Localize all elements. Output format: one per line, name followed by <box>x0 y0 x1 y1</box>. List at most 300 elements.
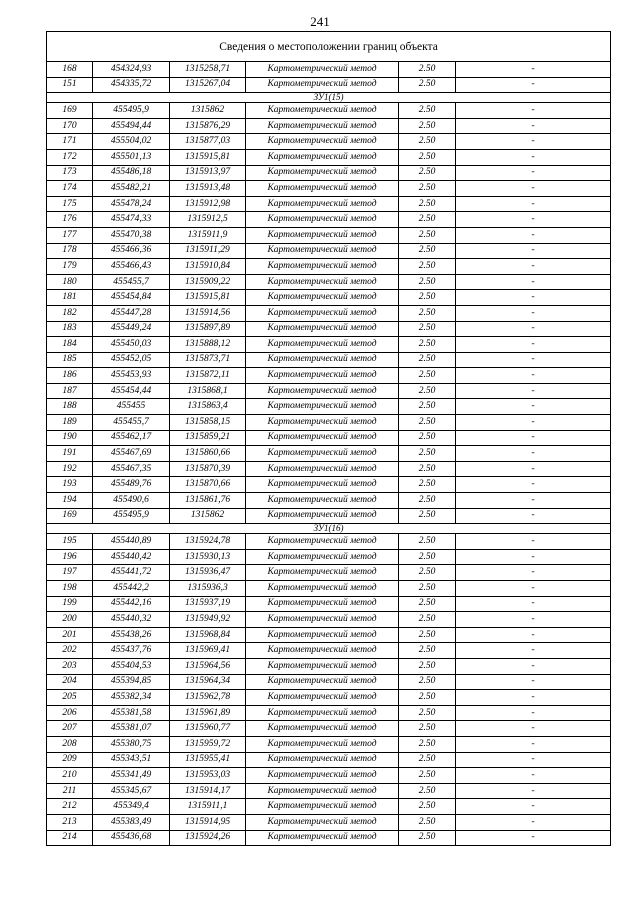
accuracy-cell: 2.50 <box>399 243 456 259</box>
y-coordinate-cell: 1315915,81 <box>170 149 246 165</box>
point-number-cell: 210 <box>47 768 93 784</box>
x-coordinate-cell: 455504,02 <box>93 134 170 150</box>
method-cell: Картометрический метод <box>246 814 399 830</box>
method-cell: Картометрический метод <box>246 508 399 524</box>
accuracy-cell: 2.50 <box>399 149 456 165</box>
x-coordinate-cell: 455441,72 <box>93 565 170 581</box>
y-coordinate-cell: 1315930,13 <box>170 549 246 565</box>
accuracy-cell: 2.50 <box>399 212 456 228</box>
description-cell: - <box>456 783 611 799</box>
y-coordinate-cell: 1315914,56 <box>170 305 246 321</box>
x-coordinate-cell: 455466,36 <box>93 243 170 259</box>
table-row <box>47 103 611 119</box>
accuracy-cell: 2.50 <box>399 368 456 384</box>
description-cell: - <box>456 305 611 321</box>
accuracy-cell: 2.50 <box>399 534 456 550</box>
description-cell: - <box>456 549 611 565</box>
point-number-cell: 197 <box>47 565 93 581</box>
y-coordinate-cell: 1315859,21 <box>170 430 246 446</box>
accuracy-cell: 2.50 <box>399 814 456 830</box>
y-coordinate-cell: 1315860,66 <box>170 446 246 462</box>
point-number-cell: 211 <box>47 783 93 799</box>
table-row <box>47 243 611 259</box>
accuracy-cell: 2.50 <box>399 446 456 462</box>
method-cell: Картометрический метод <box>246 274 399 290</box>
point-number-cell: 189 <box>47 415 93 431</box>
method-cell: Картометрический метод <box>246 77 399 93</box>
point-number-cell: 183 <box>47 321 93 337</box>
y-coordinate-cell: 1315876,29 <box>170 118 246 134</box>
accuracy-cell: 2.50 <box>399 62 456 78</box>
description-cell: - <box>456 461 611 477</box>
point-number-cell: 193 <box>47 477 93 493</box>
method-cell: Картометрический метод <box>246 103 399 119</box>
description-cell: - <box>456 352 611 368</box>
x-coordinate-cell: 455474,33 <box>93 212 170 228</box>
method-cell: Картометрический метод <box>246 596 399 612</box>
table-row <box>47 736 611 752</box>
method-cell: Картометрический метод <box>246 477 399 493</box>
y-coordinate-cell: 1315911,29 <box>170 243 246 259</box>
description-cell: - <box>456 274 611 290</box>
x-coordinate-cell: 455442,2 <box>93 581 170 597</box>
table-row <box>47 534 611 550</box>
x-coordinate-cell: 455494,44 <box>93 118 170 134</box>
method-cell: Картометрический метод <box>246 62 399 78</box>
description-cell: - <box>456 103 611 119</box>
method-cell: Картометрический метод <box>246 118 399 134</box>
x-coordinate-cell: 455490,6 <box>93 493 170 509</box>
method-cell: Картометрический метод <box>246 830 399 846</box>
method-cell: Картометрический метод <box>246 534 399 550</box>
x-coordinate-cell: 455452,05 <box>93 352 170 368</box>
method-cell: Картометрический метод <box>246 352 399 368</box>
description-cell: - <box>456 674 611 690</box>
method-cell: Картометрический метод <box>246 581 399 597</box>
y-coordinate-cell: 1315937,19 <box>170 596 246 612</box>
accuracy-cell: 2.50 <box>399 658 456 674</box>
x-coordinate-cell: 455495,9 <box>93 508 170 524</box>
description-cell: - <box>456 814 611 830</box>
point-number-cell: 203 <box>47 658 93 674</box>
accuracy-cell: 2.50 <box>399 430 456 446</box>
point-number-cell: 173 <box>47 165 93 181</box>
y-coordinate-cell: 1315861,76 <box>170 493 246 509</box>
table-row <box>47 165 611 181</box>
x-coordinate-cell: 455467,69 <box>93 446 170 462</box>
x-coordinate-cell: 455467,35 <box>93 461 170 477</box>
point-number-cell: 214 <box>47 830 93 846</box>
accuracy-cell: 2.50 <box>399 165 456 181</box>
x-coordinate-cell: 455455 <box>93 399 170 415</box>
table-row <box>47 768 611 784</box>
point-number-cell: 195 <box>47 534 93 550</box>
y-coordinate-cell: 1315949,92 <box>170 612 246 628</box>
table-row <box>47 830 611 846</box>
table-row <box>47 399 611 415</box>
table-row <box>47 721 611 737</box>
accuracy-cell: 2.50 <box>399 830 456 846</box>
accuracy-cell: 2.50 <box>399 103 456 119</box>
description-cell: - <box>456 596 611 612</box>
description-cell: - <box>456 118 611 134</box>
point-number-cell: 190 <box>47 430 93 446</box>
point-number-cell: 169 <box>47 103 93 119</box>
table-row <box>47 196 611 212</box>
method-cell: Картометрический метод <box>246 565 399 581</box>
point-number-cell: 171 <box>47 134 93 150</box>
method-cell: Картометрический метод <box>246 612 399 628</box>
point-number-cell: 181 <box>47 290 93 306</box>
accuracy-cell: 2.50 <box>399 643 456 659</box>
x-coordinate-cell: 454335,72 <box>93 77 170 93</box>
x-coordinate-cell: 455453,93 <box>93 368 170 384</box>
description-cell: - <box>456 243 611 259</box>
y-coordinate-cell: 1315872,11 <box>170 368 246 384</box>
point-number-cell: 212 <box>47 799 93 815</box>
description-cell: - <box>456 493 611 509</box>
method-cell: Картометрический метод <box>246 305 399 321</box>
accuracy-cell: 2.50 <box>399 493 456 509</box>
y-coordinate-cell: 1315915,81 <box>170 290 246 306</box>
method-cell: Картометрический метод <box>246 337 399 353</box>
accuracy-cell: 2.50 <box>399 321 456 337</box>
method-cell: Картометрический метод <box>246 768 399 784</box>
x-coordinate-cell: 455440,32 <box>93 612 170 628</box>
table-row <box>47 581 611 597</box>
x-coordinate-cell: 455478,24 <box>93 196 170 212</box>
description-cell: - <box>456 446 611 462</box>
point-number-cell: 178 <box>47 243 93 259</box>
method-cell: Картометрический метод <box>246 643 399 659</box>
x-coordinate-cell: 455382,34 <box>93 690 170 706</box>
table-row <box>47 77 611 93</box>
x-coordinate-cell: 455436,68 <box>93 830 170 846</box>
description-cell: - <box>456 134 611 150</box>
method-cell: Картометрический метод <box>246 658 399 674</box>
point-number-cell: 213 <box>47 814 93 830</box>
y-coordinate-cell: 1315962,78 <box>170 690 246 706</box>
x-coordinate-cell: 455462,17 <box>93 430 170 446</box>
point-number-cell: 172 <box>47 149 93 165</box>
accuracy-cell: 2.50 <box>399 274 456 290</box>
y-coordinate-cell: 1315911,1 <box>170 799 246 815</box>
method-cell: Картометрический метод <box>246 227 399 243</box>
y-coordinate-cell: 1315961,89 <box>170 705 246 721</box>
accuracy-cell: 2.50 <box>399 612 456 628</box>
x-coordinate-cell: 455495,9 <box>93 103 170 119</box>
method-cell: Картометрический метод <box>246 149 399 165</box>
accuracy-cell: 2.50 <box>399 196 456 212</box>
table-row <box>47 549 611 565</box>
x-coordinate-cell: 455470,38 <box>93 227 170 243</box>
point-number-cell: 184 <box>47 337 93 353</box>
description-cell: - <box>456 830 611 846</box>
point-number-cell: 168 <box>47 62 93 78</box>
accuracy-cell: 2.50 <box>399 259 456 275</box>
y-coordinate-cell: 1315862 <box>170 103 246 119</box>
section-label: ЗУ1(16) <box>47 524 611 534</box>
point-number-cell: 180 <box>47 274 93 290</box>
method-cell: Картометрический метод <box>246 196 399 212</box>
accuracy-cell: 2.50 <box>399 581 456 597</box>
description-cell: - <box>456 165 611 181</box>
description-cell: - <box>456 227 611 243</box>
y-coordinate-cell: 1315955,41 <box>170 752 246 768</box>
accuracy-cell: 2.50 <box>399 477 456 493</box>
table-row <box>47 565 611 581</box>
accuracy-cell: 2.50 <box>399 721 456 737</box>
y-coordinate-cell: 1315873,71 <box>170 352 246 368</box>
table-row <box>47 643 611 659</box>
description-cell: - <box>456 321 611 337</box>
x-coordinate-cell: 454324,93 <box>93 62 170 78</box>
accuracy-cell: 2.50 <box>399 508 456 524</box>
table-row <box>47 658 611 674</box>
table-row <box>47 508 611 524</box>
accuracy-cell: 2.50 <box>399 799 456 815</box>
table-row <box>47 321 611 337</box>
x-coordinate-cell: 455489,76 <box>93 477 170 493</box>
section-header-row <box>47 93 611 103</box>
y-coordinate-cell: 1315862 <box>170 508 246 524</box>
table-row <box>47 612 611 628</box>
table-row <box>47 134 611 150</box>
description-cell: - <box>456 477 611 493</box>
method-cell: Картометрический метод <box>246 181 399 197</box>
x-coordinate-cell: 455455,7 <box>93 415 170 431</box>
x-coordinate-cell: 455440,42 <box>93 549 170 565</box>
accuracy-cell: 2.50 <box>399 627 456 643</box>
point-number-cell: 208 <box>47 736 93 752</box>
method-cell: Картометрический метод <box>246 290 399 306</box>
method-cell: Картометрический метод <box>246 627 399 643</box>
method-cell: Картометрический метод <box>246 705 399 721</box>
table-row <box>47 212 611 228</box>
point-number-cell: 207 <box>47 721 93 737</box>
description-cell: - <box>456 658 611 674</box>
table-row <box>47 415 611 431</box>
accuracy-cell: 2.50 <box>399 134 456 150</box>
table-row <box>47 627 611 643</box>
point-number-cell: 192 <box>47 461 93 477</box>
point-number-cell: 200 <box>47 612 93 628</box>
method-cell: Картометрический метод <box>246 799 399 815</box>
x-coordinate-cell: 455466,43 <box>93 259 170 275</box>
description-cell: - <box>456 368 611 384</box>
accuracy-cell: 2.50 <box>399 227 456 243</box>
accuracy-cell: 2.50 <box>399 736 456 752</box>
table-row <box>47 674 611 690</box>
table-row <box>47 259 611 275</box>
description-cell: - <box>456 383 611 399</box>
y-coordinate-cell: 1315936,3 <box>170 581 246 597</box>
method-cell: Картометрический метод <box>246 752 399 768</box>
point-number-cell: 177 <box>47 227 93 243</box>
section-header-row <box>47 524 611 534</box>
table-row <box>47 461 611 477</box>
point-number-cell: 179 <box>47 259 93 275</box>
table-row <box>47 383 611 399</box>
description-cell: - <box>456 643 611 659</box>
point-number-cell: 199 <box>47 596 93 612</box>
point-number-cell: 175 <box>47 196 93 212</box>
accuracy-cell: 2.50 <box>399 705 456 721</box>
point-number-cell: 174 <box>47 181 93 197</box>
method-cell: Картометрический метод <box>246 783 399 799</box>
description-cell: - <box>456 149 611 165</box>
table-row <box>47 814 611 830</box>
method-cell: Картометрический метод <box>246 690 399 706</box>
y-coordinate-cell: 1315953,03 <box>170 768 246 784</box>
table-title: Сведения о местоположении границ объекта <box>47 32 611 62</box>
accuracy-cell: 2.50 <box>399 181 456 197</box>
table-row <box>47 446 611 462</box>
accuracy-cell: 2.50 <box>399 77 456 93</box>
method-cell: Картометрический метод <box>246 493 399 509</box>
point-number-cell: 185 <box>47 352 93 368</box>
description-cell: - <box>456 721 611 737</box>
x-coordinate-cell: 455381,07 <box>93 721 170 737</box>
y-coordinate-cell: 1315870,39 <box>170 461 246 477</box>
description-cell: - <box>456 768 611 784</box>
description-cell: - <box>456 508 611 524</box>
y-coordinate-cell: 1315912,5 <box>170 212 246 228</box>
x-coordinate-cell: 455440,89 <box>93 534 170 550</box>
table-row <box>47 352 611 368</box>
point-number-cell: 209 <box>47 752 93 768</box>
description-cell: - <box>456 705 611 721</box>
y-coordinate-cell: 1315258,71 <box>170 62 246 78</box>
accuracy-cell: 2.50 <box>399 783 456 799</box>
point-number-cell: 196 <box>47 549 93 565</box>
x-coordinate-cell: 455438,26 <box>93 627 170 643</box>
table-row <box>47 290 611 306</box>
description-cell: - <box>456 290 611 306</box>
method-cell: Картометрический метод <box>246 430 399 446</box>
method-cell: Картометрический метод <box>246 134 399 150</box>
x-coordinate-cell: 455442,16 <box>93 596 170 612</box>
y-coordinate-cell: 1315936,47 <box>170 565 246 581</box>
description-cell: - <box>456 181 611 197</box>
y-coordinate-cell: 1315909,22 <box>170 274 246 290</box>
x-coordinate-cell: 455380,75 <box>93 736 170 752</box>
accuracy-cell: 2.50 <box>399 768 456 784</box>
table-row <box>47 368 611 384</box>
accuracy-cell: 2.50 <box>399 596 456 612</box>
accuracy-cell: 2.50 <box>399 337 456 353</box>
y-coordinate-cell: 1315914,95 <box>170 814 246 830</box>
x-coordinate-cell: 455349,4 <box>93 799 170 815</box>
point-number-cell: 191 <box>47 446 93 462</box>
table-row <box>47 62 611 78</box>
description-cell: - <box>456 337 611 353</box>
y-coordinate-cell: 1315267,04 <box>170 77 246 93</box>
x-coordinate-cell: 455482,21 <box>93 181 170 197</box>
y-coordinate-cell: 1315969,41 <box>170 643 246 659</box>
description-cell: - <box>456 799 611 815</box>
accuracy-cell: 2.50 <box>399 752 456 768</box>
description-cell: - <box>456 212 611 228</box>
point-number-cell: 170 <box>47 118 93 134</box>
x-coordinate-cell: 455345,67 <box>93 783 170 799</box>
x-coordinate-cell: 455383,49 <box>93 814 170 830</box>
point-number-cell: 201 <box>47 627 93 643</box>
method-cell: Картометрический метод <box>246 461 399 477</box>
y-coordinate-cell: 1315868,1 <box>170 383 246 399</box>
x-coordinate-cell: 455486,18 <box>93 165 170 181</box>
x-coordinate-cell: 455437,76 <box>93 643 170 659</box>
y-coordinate-cell: 1315964,34 <box>170 674 246 690</box>
y-coordinate-cell: 1315911,9 <box>170 227 246 243</box>
boundary-coordinates-table <box>46 31 611 846</box>
description-cell: - <box>456 430 611 446</box>
table-row <box>47 799 611 815</box>
point-number-cell: 182 <box>47 305 93 321</box>
accuracy-cell: 2.50 <box>399 674 456 690</box>
description-cell: - <box>456 690 611 706</box>
y-coordinate-cell: 1315897,89 <box>170 321 246 337</box>
accuracy-cell: 2.50 <box>399 352 456 368</box>
accuracy-cell: 2.50 <box>399 461 456 477</box>
point-number-cell: 176 <box>47 212 93 228</box>
point-number-cell: 169 <box>47 508 93 524</box>
point-number-cell: 187 <box>47 383 93 399</box>
description-cell: - <box>456 399 611 415</box>
accuracy-cell: 2.50 <box>399 565 456 581</box>
method-cell: Картометрический метод <box>246 736 399 752</box>
y-coordinate-cell: 1315910,84 <box>170 259 246 275</box>
description-cell: - <box>456 752 611 768</box>
method-cell: Картометрический метод <box>246 721 399 737</box>
point-number-cell: 206 <box>47 705 93 721</box>
method-cell: Картометрический метод <box>246 446 399 462</box>
point-number-cell: 198 <box>47 581 93 597</box>
table-row <box>47 596 611 612</box>
table-row <box>47 493 611 509</box>
accuracy-cell: 2.50 <box>399 415 456 431</box>
description-cell: - <box>456 627 611 643</box>
y-coordinate-cell: 1315959,72 <box>170 736 246 752</box>
table-row <box>47 118 611 134</box>
y-coordinate-cell: 1315913,48 <box>170 181 246 197</box>
table-row <box>47 477 611 493</box>
table-row <box>47 783 611 799</box>
table-row <box>47 752 611 768</box>
x-coordinate-cell: 455455,7 <box>93 274 170 290</box>
table-row <box>47 305 611 321</box>
method-cell: Картометрический метод <box>246 321 399 337</box>
table-row <box>47 181 611 197</box>
y-coordinate-cell: 1315964,56 <box>170 658 246 674</box>
section-label: ЗУ1(15) <box>47 93 611 103</box>
description-cell: - <box>456 259 611 275</box>
description-cell: - <box>456 612 611 628</box>
point-number-cell: 151 <box>47 77 93 93</box>
table-row <box>47 430 611 446</box>
x-coordinate-cell: 455450,03 <box>93 337 170 353</box>
accuracy-cell: 2.50 <box>399 549 456 565</box>
accuracy-cell: 2.50 <box>399 290 456 306</box>
y-coordinate-cell: 1315924,26 <box>170 830 246 846</box>
point-number-cell: 204 <box>47 674 93 690</box>
table-row <box>47 690 611 706</box>
accuracy-cell: 2.50 <box>399 399 456 415</box>
y-coordinate-cell: 1315924,78 <box>170 534 246 550</box>
x-coordinate-cell: 455381,58 <box>93 705 170 721</box>
point-number-cell: 205 <box>47 690 93 706</box>
method-cell: Картометрический метод <box>246 259 399 275</box>
